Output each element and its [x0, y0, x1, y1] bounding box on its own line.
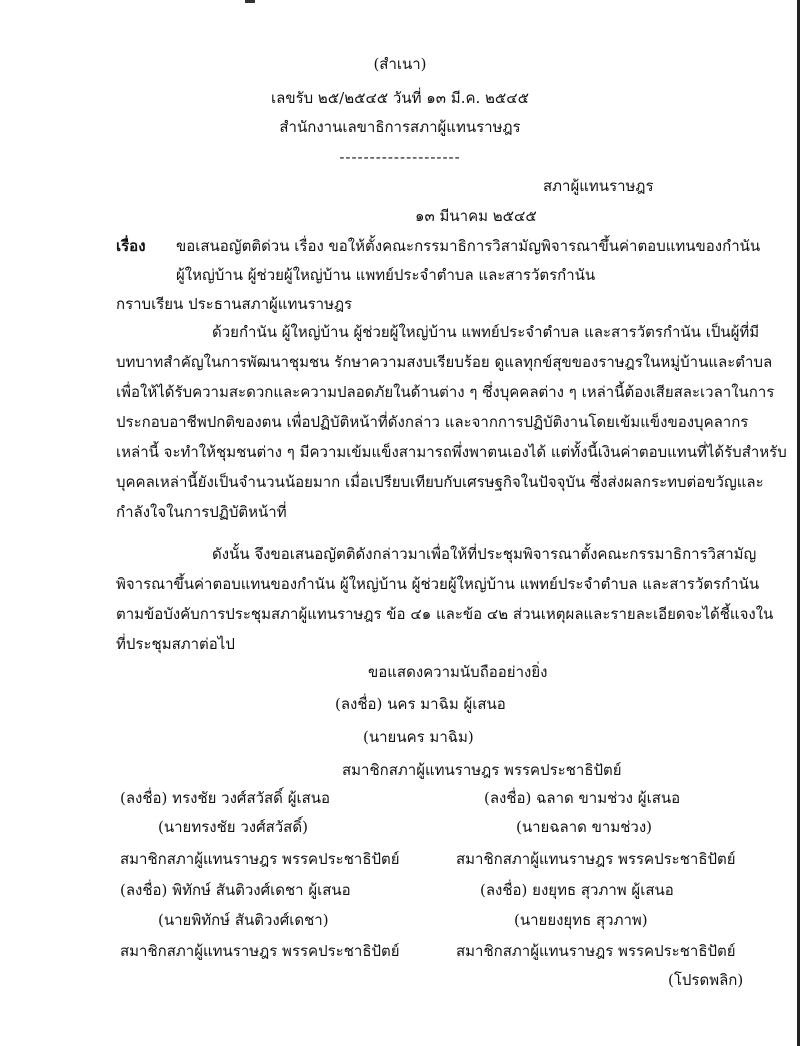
- main-signer-name: (นายนคร มาฉิม): [363, 728, 474, 746]
- signer-sign-line: (ลงชื่อ) พิทักษ์ สันติวงศ์เดชา ผู้เสนอ: [120, 881, 351, 899]
- signer-sign-line: (ลงชื่อ) ยงยุทธ สุวภาพ ผู้เสนอ: [480, 881, 674, 899]
- divider: --------------------: [339, 148, 461, 166]
- signer-sign-line: (ลงชื่อ) ฉลาด ขามช่วง ผู้เสนอ: [484, 789, 681, 807]
- main-signer-sign-line: (ลงชื่อ) นคร มาฉิม ผู้เสนอ: [335, 695, 506, 713]
- signer-position: สมาชิกสภาผู้แทนราษฎร พรรคประชาธิปัตย์: [120, 942, 400, 960]
- copy-mark: (สำเนา): [373, 55, 427, 73]
- signer-name: (นายทรงชัย วงศ์สวัสดิ์): [158, 818, 308, 836]
- signer-sign-line: (ลงชื่อ) ทรงชัย วงศ์สวัสดิ์ ผู้เสนอ: [120, 789, 331, 807]
- salutation: กราบเรียน ประธานสภาผู้แทนราษฎร: [116, 295, 353, 313]
- para1-line: เพื่อให้ได้รับความสะดวกและความปลอดภัยในด้านต่าง ๆ ซึ่งบุคคลต่าง ๆ เหล่านี้ต้องเสียสละเวลาในการ: [116, 383, 775, 401]
- office-name: สำนักงานเลขาธิการสภาผู้แทนราษฎร: [279, 118, 521, 136]
- subject-line-1: ขอเสนอญัตติด่วน เรื่อง ขอให้ตั้งคณะกรรมาธิการวิสามัญพิจารณาขึ้นค่าตอบแทนของกำนัน: [176, 237, 761, 255]
- page-turn-note: (โปรดพลิก): [668, 971, 744, 989]
- document-date: ๑๓ มีนาคม ๒๕๔๕: [415, 207, 537, 225]
- para1-line: บทบาทสำคัญในการพัฒนาชุมชน รักษาความสงบเรียบร้อย ดูแลทุกข์สุขของราษฎรในหมู่บ้านและตำบล: [116, 353, 773, 371]
- para1-line: เหล่านี้ จะทำให้ชุมชนต่าง ๆ มีความเข้มแข็งสามารถพึ่งพาตนเองได้ แต่ทั้งนี้เงินค่าตอบแทนที่ได้รับสำหรับ: [116, 443, 787, 461]
- signer-name: (นายยงยุทธ สุวภาพ): [514, 911, 648, 929]
- para1-line: ประกอบอาชีพปกติของตน เพื่อปฏิบัติหน้าที่ดังกล่าว และจากการปฏิบัติงานโดยเข้มแข็งของบุคลากร: [116, 413, 749, 431]
- para1-line: ด้วยกำนัน ผู้ใหญ่บ้าน ผู้ช่วยผู้ใหญ่บ้าน แพทย์ประจำตำบล และสารวัตรกำนัน เป็นผู้ที่มี: [212, 323, 760, 341]
- sender-org: สภาผู้แทนราษฎร: [543, 177, 654, 195]
- receipt-number: เลขรับ ๒๕/๒๕๔๕ วันที่ ๑๓ มี.ค. ๒๕๔๕: [271, 89, 529, 107]
- signer-name: (นายพิทักษ์ สันติวงศ์เดชา): [158, 911, 329, 929]
- para2-line: ตามข้อบังคับการประชุมสภาผู้แทนราษฎร ข้อ ๔๑ และข้อ ๔๒ ส่วนเหตุผลและรายละเอียดจะได้ชี้แจงใน: [116, 605, 774, 623]
- para1-line: บุคคลเหล่านี้ยังเป็นจำนวนน้อยมาก เมื่อเปรียบเทียบกับเศรษฐกิจในปัจจุบัน ซึ่งส่งผลกระทบต่อขวัญและ: [116, 473, 764, 491]
- scan-mark: [245, 0, 255, 3]
- main-signer-position: สมาชิกสภาผู้แทนราษฎร พรรคประชาธิปัตย์: [342, 761, 622, 779]
- para2-line: พิจารณาขึ้นค่าตอบแทนของกำนัน ผู้ใหญ่บ้าน ผู้ช่วยผู้ใหญ่บ้าน แพทย์ประจำตำบล และสารวัตรกำนัน: [116, 575, 760, 593]
- signer-position: สมาชิกสภาผู้แทนราษฎร พรรคประชาธิปัตย์: [456, 850, 736, 868]
- signer-position: สมาชิกสภาผู้แทนราษฎร พรรคประชาธิปัตย์: [120, 850, 400, 868]
- closing: ขอแสดงความนับถืออย่างยิ่ง: [368, 663, 548, 681]
- para2-line: ที่ประชุมสภาต่อไป: [116, 635, 235, 653]
- subject-line-2: ผู้ใหญ่บ้าน ผู้ช่วยผู้ใหญ่บ้าน แพทย์ประจำตำบล และสารวัตรกำนัน: [176, 266, 596, 284]
- signer-position: สมาชิกสภาผู้แทนราษฎร พรรคประชาธิปัตย์: [456, 942, 736, 960]
- signer-name: (นายฉลาด ขามช่วง): [516, 818, 653, 836]
- subject-label: เรื่อง: [116, 237, 146, 255]
- para1-line: กำลังใจในการปฏิบัติหน้าที่: [116, 503, 287, 521]
- para2-line: ดังนั้น จึงขอเสนอญัตติดังกล่าวมาเพื่อให้ที่ประชุมพิจารณาตั้งคณะกรรมาธิการวิสามัญ: [212, 545, 757, 563]
